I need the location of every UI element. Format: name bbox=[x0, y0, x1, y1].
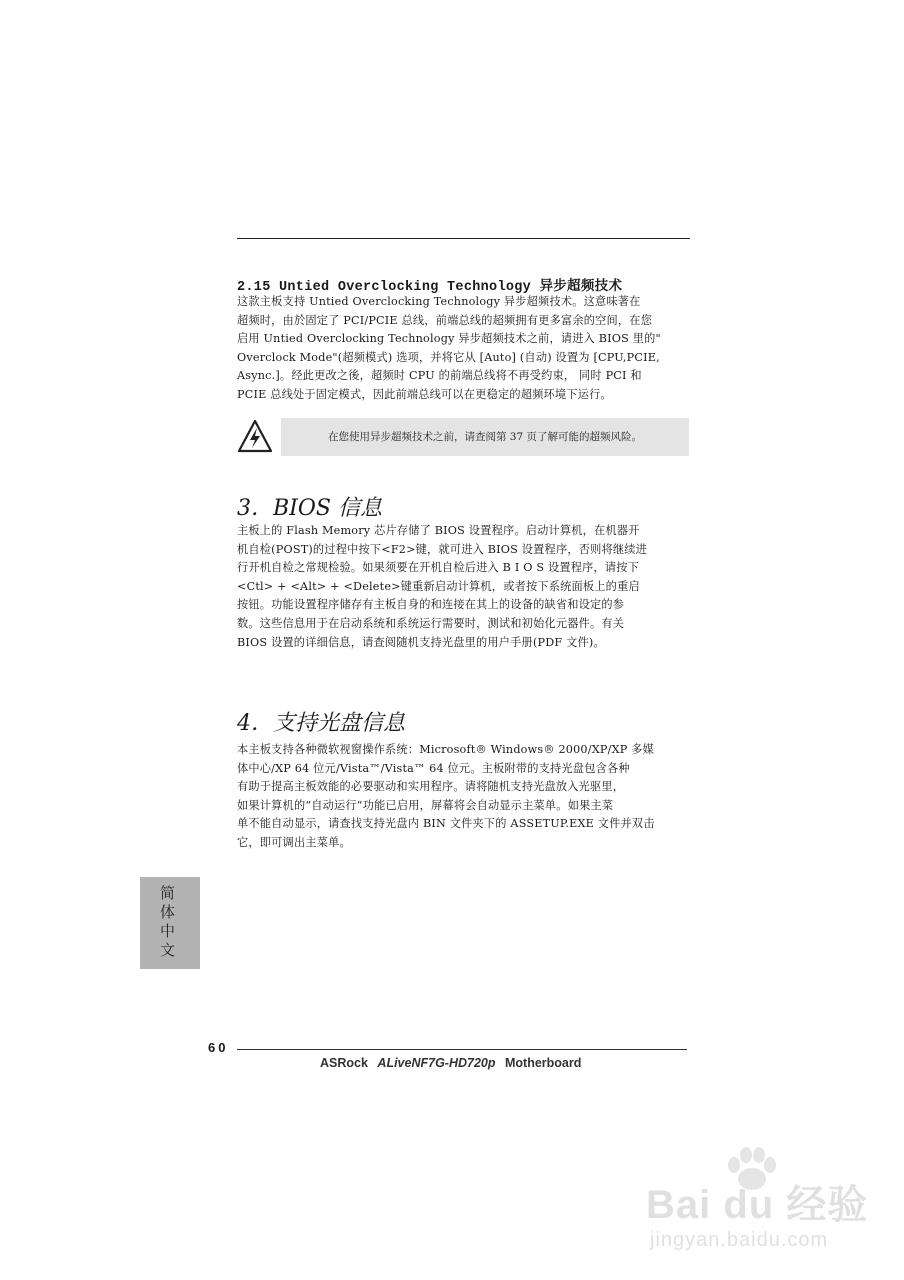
chapter3-line: 数。这些信息用于在启动系统和系统运行需要时，测试和初始化元器件。有关 bbox=[237, 616, 625, 630]
bottom-rule bbox=[237, 1049, 687, 1050]
top-rule bbox=[237, 238, 690, 239]
section-line: PCIE 总线处于固定模式，因此前端总线可以在更稳定的超频环境下运行。 bbox=[237, 387, 612, 401]
section-body bbox=[237, 293, 692, 405]
language-tab-label: 简体中文 bbox=[158, 885, 176, 961]
chapter4-line: 它，即可调出主菜单。 bbox=[237, 835, 351, 849]
chapter3-title: 3．BIOS 信息 bbox=[237, 496, 382, 521]
chapter3-line: 机自检(POST)的过程中按下<F2>键，就可进入 BIOS 设置程序，否则将继续进 bbox=[237, 542, 648, 556]
chapter3-line: <Ctl> + <Alt> + <Delete>键重新启动计算机，或者按下系统面板上的重启 bbox=[237, 579, 640, 593]
page-number: 60 bbox=[208, 1040, 229, 1055]
chapter4-body bbox=[237, 741, 692, 853]
chapter4-line: 体中心/XP 64 位元/Vista™/Vista™ 64 位元。主板附带的支持光盘包含各种 bbox=[237, 761, 630, 775]
footer bbox=[320, 1056, 581, 1070]
warning-lightning-icon bbox=[237, 419, 273, 453]
watermark-brand: Bai du 经验 bbox=[646, 1183, 869, 1227]
chapter4-line: 单不能自动显示，请查找支持光盘内 BIN 文件夹下的 ASSETUP.EXE 文件并双击 bbox=[237, 817, 655, 831]
chapter3-line: 行开机自检之常规检验。如果须要在开机自检后进入 B I O S 设置程序，请按下 bbox=[237, 561, 640, 575]
chapter4-line: 如果计算机的“自动运行”功能已启用，屏幕将会自动显示主菜单。如果主菜 bbox=[237, 798, 614, 812]
footer-model: ALiveNF7G-HD720p bbox=[377, 1056, 496, 1070]
watermark-url: jingyan.baidu.com bbox=[650, 1229, 829, 1251]
chapter3-line: 按钮。功能设置程序储存有主板自身的和连接在其上的设备的缺省和设定的参 bbox=[237, 598, 625, 612]
section-line: 这款主板支持 Untied Overclocking Technology 异步超频技术。这意味著在 bbox=[237, 295, 641, 308]
section-title: 2.15 Untied Overclocking Technology 异步超频技术 bbox=[237, 280, 623, 295]
section-line: 启用 Untied Overclocking Technology 异步超频技术之前，请进入 BIOS 里的" bbox=[237, 332, 661, 346]
baidu-watermark bbox=[640, 1145, 870, 1265]
language-tab bbox=[140, 877, 200, 969]
warning-note bbox=[237, 418, 689, 456]
chapter3-line: 主板上的 Flash Memory 芯片存储了 BIOS 设置程序。启动计算机，在机器开 bbox=[237, 524, 640, 537]
chapter3-body bbox=[237, 522, 692, 652]
section-line: Async.]。经此更改之後，超频时 CPU 的前端总线将不再受约束， 同时 PCI 和 bbox=[237, 369, 642, 383]
chapter4-line: 本主板支持各种微软视窗操作系统：Microsoft® Windows® 2000/XP/XP 多媒 bbox=[237, 743, 655, 756]
section-line: 超频时，由於固定了 PCI/PCIE 总线，前端总线的超频拥有更多富余的空间，在您 bbox=[237, 313, 653, 327]
chapter4-title: 4．支持光盘信息 bbox=[237, 711, 405, 736]
chapter4-line: 有助于提高主板效能的必要驱动和实用程序。请将随机支持光盘放入光驱里， bbox=[237, 780, 625, 794]
footer-product: Motherboard bbox=[505, 1056, 582, 1070]
chapter3-line: BIOS 设置的详细信息，请查阅随机支持光盘里的用户手册(PDF 文件)。 bbox=[237, 635, 605, 649]
footer-brand: ASRock bbox=[320, 1056, 368, 1070]
section-line: Overclock Mode"(超频模式) 选项，并将它从 [Auto] (自动) 设置为 [CPU,PCIE, bbox=[237, 350, 660, 364]
warning-text: 在您使用异步超频技术之前，请查阅第 37 页了解可能的超频风险。 bbox=[281, 418, 689, 456]
